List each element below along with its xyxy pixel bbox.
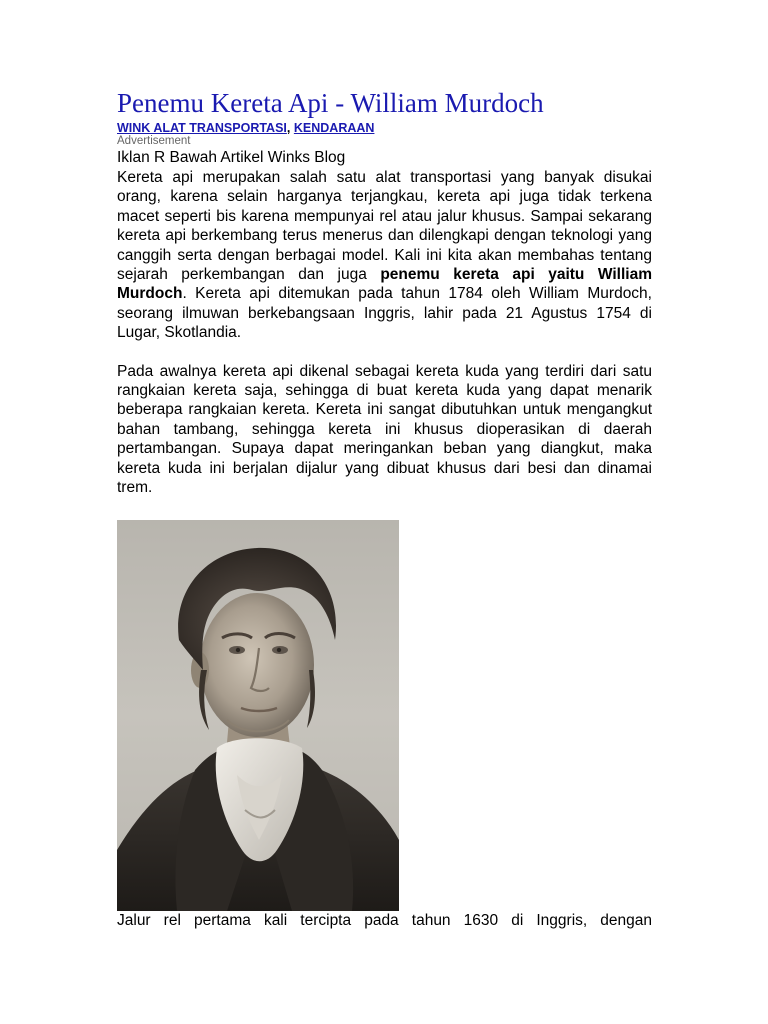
article <box>117 86 652 498</box>
ad-slot-text: Iklan R Bawah Artikel Winks Blog <box>117 149 346 166</box>
paragraph-intro-bold: penemu kereta api yaitu William Murdoch <box>117 266 652 303</box>
article-title: Penemu Kereta Api - William Murdoch <box>117 88 544 118</box>
paragraph-rail-start: Jalur rel pertama kali tercipta pada tahun 1630 di Inggris, dengan <box>117 912 652 929</box>
paragraph-intro-text-b: . Kereta api ditemukan pada tahun 1784 oleh William Murdoch, seorang ilmuwan berkebangsaan Inggris, lahir pada 21 Agustus 1754 di Lugar, Skotlandia. <box>117 285 652 342</box>
paragraph-intro <box>117 168 652 343</box>
category-separator: , <box>286 121 291 135</box>
category-link-kendaraan[interactable]: KENDARAAN <box>293 121 375 135</box>
category-links <box>117 121 652 135</box>
paragraph-history: Pada awalnya kereta api dikenal sebagai kereta kuda yang terdiri dari satu rangkaian kereta saja, sehingga di buat kereta kuda yang dapat menarik beberapa rangkaian kereta. Kereta ini sangat dibutuhkan untuk mengangkut bahan tambang, sehingga kereta ini khusus dioperasikan di daerah pertambangan. Supaya dapat meringankan beban yang diangkut, maka kereta kuda ini berjalan dijalur yang dibuat khusus dari besi dan dinamai trem. <box>117 362 652 497</box>
category-link-wink-alat-transportasi[interactable]: WINK ALAT TRANSPORTASI <box>117 121 287 135</box>
advertisement-label: Advertisement <box>117 135 191 147</box>
paragraph-intro-text-a: Kereta api merupakan salah satu alat transportasi yang banyak disukai orang, karena selain harganya terjangkau, kereta api juga tidak terkena macet seperti bis karena mempunyai rel atau jalur khusus. Sampai sekarang kereta api berkembang terus menerus dan dilengkapi dengan teknologi yang canggih serta dengan berbagai model. Kali ini kita akan membahas tentang sejarah perkembangan dan juga <box>117 169 652 284</box>
william-murdoch-portrait <box>117 520 399 911</box>
